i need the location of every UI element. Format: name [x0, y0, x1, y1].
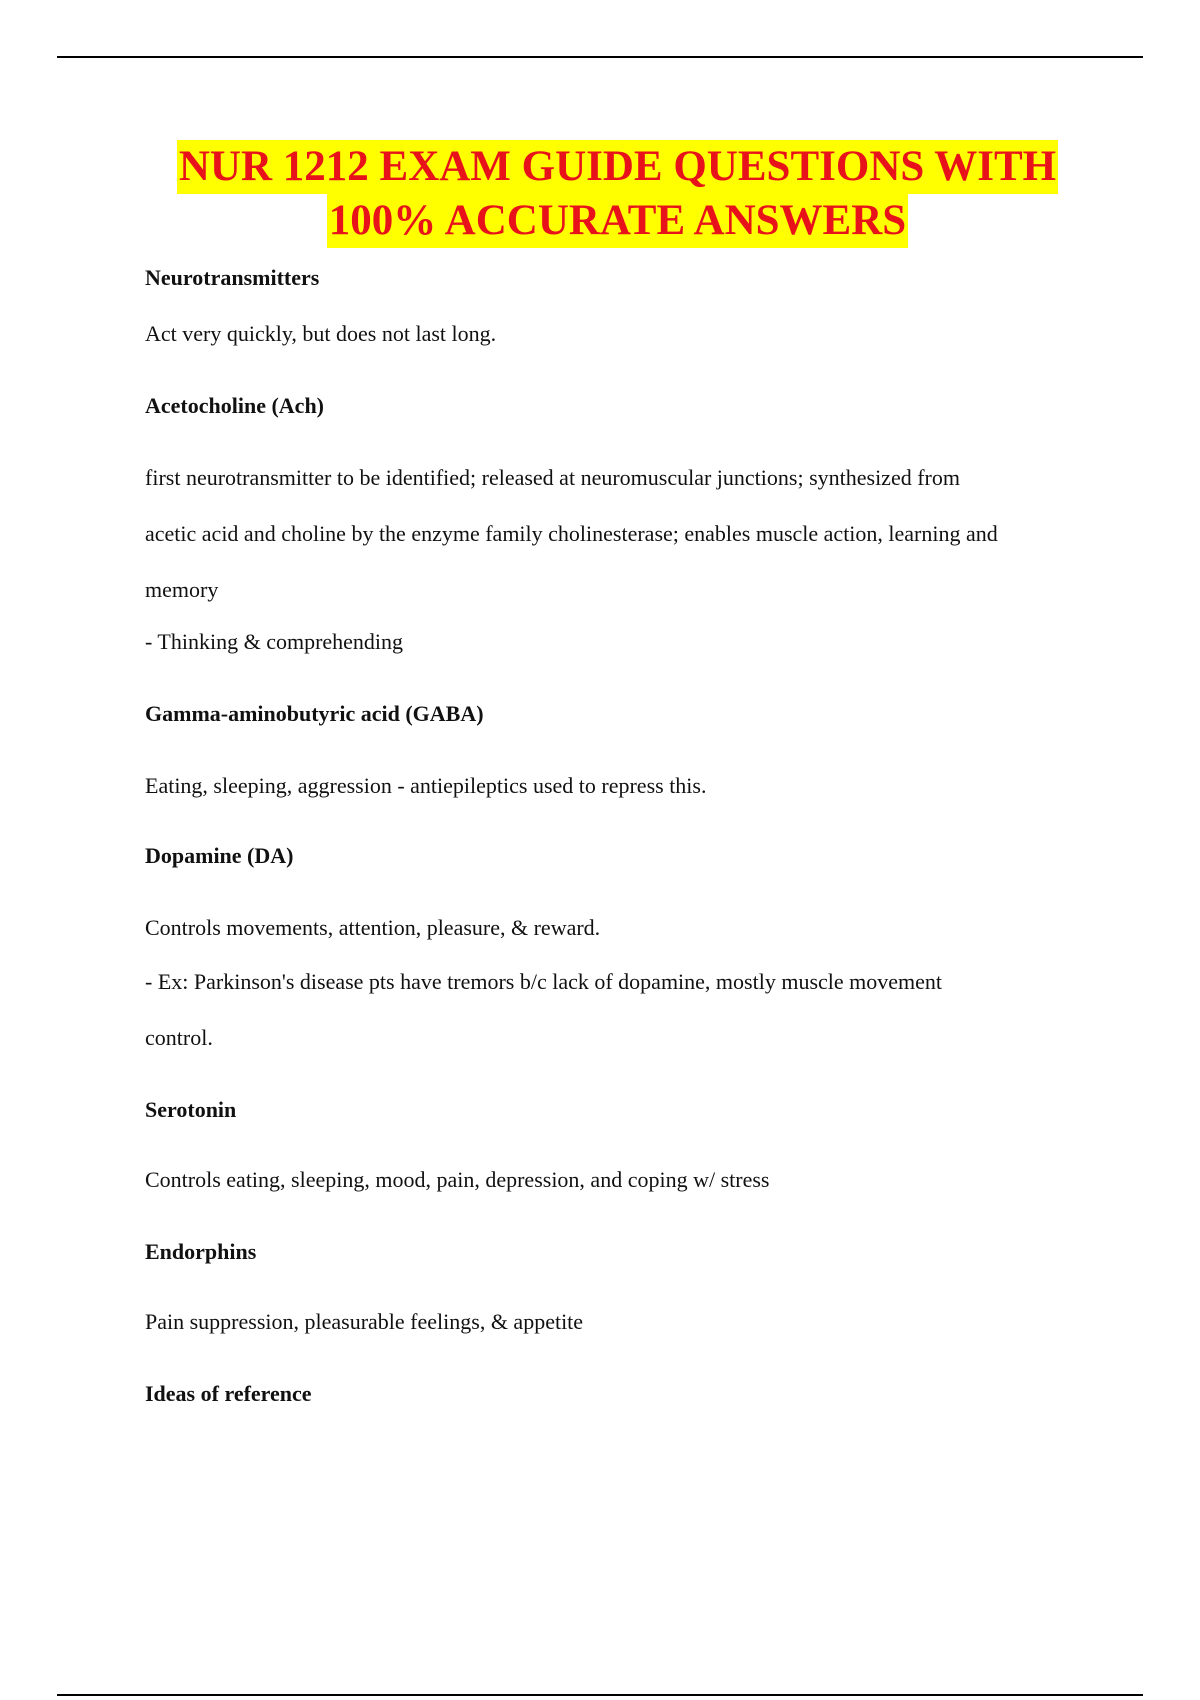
definition-line: Eating, sleeping, aggression - antiepileptics used to repress this.: [145, 773, 707, 798]
term-heading: Acetocholine (Ach): [145, 393, 325, 418]
definition-line: Act very quickly, but does not last long.: [145, 321, 497, 346]
term-heading: Gamma-aminobutyric acid (GABA): [145, 701, 484, 726]
definition-line: Controls movements, attention, pleasure, & reward.: [145, 915, 601, 940]
definition-line: control.: [145, 1025, 213, 1050]
definition-line: memory: [145, 577, 219, 602]
definition-line: - Ex: Parkinson's disease pts have tremors b/c lack of dopamine, mostly muscle movement: [145, 969, 943, 994]
definition-line: Controls eating, sleeping, mood, pain, depression, and coping w/ stress: [145, 1167, 770, 1192]
term-heading: Serotonin: [145, 1097, 237, 1122]
top-rule: [57, 56, 1143, 58]
title-line-2: 100% ACCURATE ANSWERS: [327, 194, 908, 248]
definition-line: Pain suppression, pleasurable feelings, & appetite: [145, 1309, 584, 1334]
definition-line: first neurotransmitter to be identified; released at neuromuscular junctions; synthesized from: [145, 465, 960, 490]
term-heading: Endorphins: [145, 1239, 257, 1264]
document-title: [0, 140, 1200, 248]
document-body: [145, 262, 1125, 1410]
term-heading: Ideas of reference: [145, 1381, 312, 1406]
definition-line: acetic acid and choline by the enzyme family cholinesterase; enables muscle action, learning and: [145, 521, 998, 546]
term-heading: Dopamine (DA): [145, 843, 294, 868]
term-heading: Neurotransmitters: [145, 265, 320, 290]
definition-line: - Thinking & comprehending: [145, 629, 404, 654]
bottom-rule: [57, 1694, 1143, 1696]
title-line-1: NUR 1212 EXAM GUIDE QUESTIONS WITH: [177, 140, 1058, 194]
